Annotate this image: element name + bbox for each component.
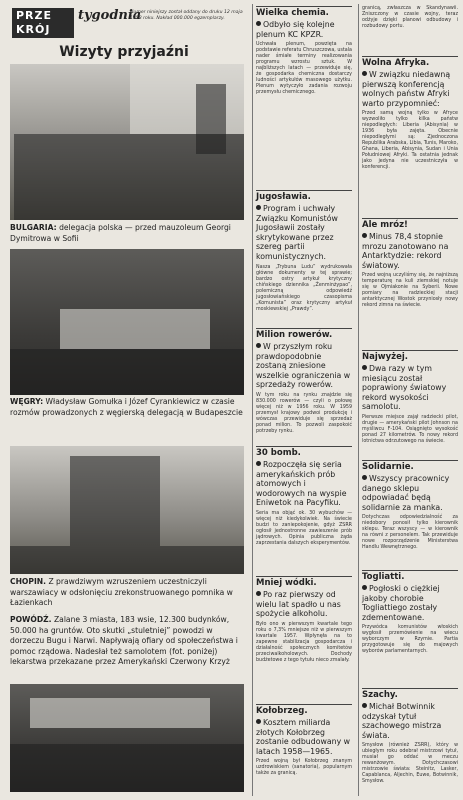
article-ale-mroz: Ale mróz! Minus 78,4 stopnie mrozu zanotowano na Antarktydzie: rekord światowy. Przed wojną uczyliśmy się, że najniższą temperaturę na kuli ziemskiej notuje się w Ojmiakonie na Syberii. Nowe pomiary na radzieckiej stacji antarktycznej Wostok przyniosły nowy rekord zimna na świecie. xyxy=(362,220,458,309)
article-mniej-wodki: Mniej wódki. Po raz pierwszy od wielu lat spadło u nas spożycie alkoholu. Było ono w pierwszym kwartale tego roku o 7,3% mniejsze niż w pierwszym kwartale 1957. Wpłynęła na to zapewne stabilizacja gospodarcza i działalność społecznych komitetów przeciwalkoholowych. Dochody budżetowe z tego tytułu nieco zmalały. xyxy=(256,578,352,663)
article-milion-rowerow: Milion rowerów. W przyszłym roku prawdopodobnie zostaną zniesione wszelkie ograniczenia w sprzedaży rowerów. W tym roku na rynku znajdzie się 830.000 rowerów — czyli o połowę więcej niż w 1956 roku. W 1959 przemysł krajowy podwoi produkcję i wówczas przewiduje się sprzedaż ponad milion. To pozwoli zaspokoić potrzeby rynku. xyxy=(256,330,352,434)
bullet-icon xyxy=(256,205,261,210)
caption-powodz: POWÓDŹ. Zalane 3 miasta, 183 wsie, 12.300 budynków, 50.000 ha gruntów. Oto skutki „stuletniej” powodzi w dorzeczu Bugu i Narwi. Napływają ofiary od społeczeństwa i pomoc rządowa. Nadesłał też samolotem (fot. poniżej) lekarstwa przekazane przez Amerykański Czerwony Krzyż xyxy=(10,615,238,666)
caption-bulgaria: BULGARIA: delegacja polska — przed mauzoleum Georgi Dymitrowa w Sofii xyxy=(10,223,231,243)
bullet-icon xyxy=(256,719,261,724)
photo-wegry xyxy=(10,249,244,395)
bullet-icon xyxy=(256,21,261,26)
masthead-word: tygodnia xyxy=(78,8,142,23)
article-kolobrzeg: Kołobrzeg. Kosztem miliarda złotych Kołobrzeg zostanie odbudowany w latach 1958—1965. Przed wojną był Kołobrzeg znanym uzdrowiskiem (sanatoria), popularnym także za granicą. xyxy=(256,706,352,777)
photo-bulgaria xyxy=(10,64,244,220)
article-wielka-chemia: Wielka chemia. Odbyło się kolejne plenum KC KPZR. Uchwała plenum, powzięta na podstawie referatu Chruszczowa, ustala nader śmiałe terminy realizowania programu wzrostu sztuk. W najbliższych latach — przewiduje się, że gospodarka chemiczna dostarczy ludności artykułów masowego użytku. Plenum wytyczyło zadania rozwoju przemysłu chemicznego. xyxy=(256,8,352,96)
article-wolna-afryka: Wolna Afryka. W związku niedawną pierwszą konferencją wolnych państw Afryki warto przypomnieć: Przed samą wojną tylko w Afryce wyzwoliło tylko kilka państw niepodległych: Liberia (Abisynia) w 1936 była zajęta. Obecnie niepodległymi są: Zjednoczona Republika Arabska, Libia, Tunis, Maroko, Ghana, Liberia, Abisynia, Sudan i Unia Południowej Afryki. Ta ostatnia jednak jako jedyna nie uczestniczyła w konferencji. xyxy=(362,58,458,171)
photo-chopin xyxy=(10,446,244,574)
masthead-logo: PRZE KRÓJ xyxy=(12,8,74,38)
article-najwyzej: Najwyżej. Dwa razy w tym miesiącu został poprawiony światowy rekord wysokości samolotu. Pierwsze miejsce zajął radziecki pilot, drugie — amerykański pilot Johnson na myśliwcu F-104. Osiągnięto wysokość ponad 27 kilometrów. To nowy rekord lotnictwa odrzutowego na świecie. xyxy=(362,352,458,444)
article-szachy: Szachy. Michał Botwinnik odzyskał tytuł szachowego mistrza świata. Smysłow (również ZSRR), który w ubiegłym roku odebrał mistrzowi tytuł, musiał go oddać w meczu rewanżowym. Dotychczasowi mistrzowie świata: Steinitz, Lasker, Capablanca, Aljechin, Euwe, Botwinnik, Smysłow. xyxy=(362,690,458,785)
bullet-icon xyxy=(256,591,261,596)
article-togliatti: Togliatti. Pogłoski o ciężkiej jakoby chorobie Togliattiego zostały zdementowane. Przywódca komunistów włoskich wygłosił przemówienie na wiecu wyborczym w Rzymie. Partia przygotowuje się do majowych wyborów parlamentarnych. xyxy=(362,572,458,655)
bullet-icon xyxy=(256,343,261,348)
caption-chopin: CHOPIN. Z prawdziwym wzruszeniem uczestniczyli warszawiacy w odsłonięciu zrekonstruowanego pomnika w Łazienkach xyxy=(10,577,233,607)
bullet-icon xyxy=(256,461,261,466)
photo-column xyxy=(4,4,248,796)
article-jugoslawia: Jugosławia. Program i uchwały Związku Komunistów Jugosławii zostały skrytykowane przez szereg partii komunistycznych. Nasza „Trybuna Ludu” wydrukowała główne dokumenty w tej sprawie; bardzo ostry artykuł krytyczny chińskiego dziennika „Żenminżypao”, polemiczną odpowiedź jugosłowiańskiego czasopisma „Komunista” oraz krytyczny artykuł moskiewskiej „Prawdy”. xyxy=(256,192,352,312)
article-kolobrzeg-continued: granicą, zwłaszcza w Skandynawii. Zniszczony w czasie wojny, teraz odżyje dzięki planowi odbudowy i rozbudowy portu. xyxy=(362,6,458,29)
bullet-icon xyxy=(362,585,367,590)
bullet-icon xyxy=(362,365,367,370)
news-column-right xyxy=(358,4,459,796)
section-title: Wizyty przyjaźni xyxy=(59,44,189,60)
issue-note: Numer niniejszy został oddany do druku 12 maja 1958 roku. Nakład 000.000 egzemplarzy. xyxy=(130,10,243,21)
caption-wegry: WĘGRY: Władysław Gomułka i Józef Cyrankiewicz w czasie rozmów prowadzonych z węgierską delegacją w Budapeszcie xyxy=(10,397,243,417)
bullet-icon xyxy=(362,475,367,480)
bullet-icon xyxy=(362,233,367,238)
bullet-icon xyxy=(362,71,367,76)
bullet-icon xyxy=(362,703,367,708)
article-30-bomb: 30 bomb. Rozpoczęła się seria amerykańskich prób atomowych i wodorowych na wyspie Eniwetok na Pacyfiku. Seria ma objąć ok. 30 wybuchów — więcej niż kiedykolwiek. Na świecie budzi to zaniepokojenie, gdyż ZSRR ogłosił jednostronne zawieszenie prób jądrowych. Opinia publiczna żąda zaprzestania dalszych eksperymentów. xyxy=(256,448,352,546)
masthead xyxy=(12,8,244,44)
newspaper-page xyxy=(4,4,459,796)
photo-aircraft xyxy=(10,684,244,792)
news-column-middle xyxy=(252,4,354,796)
article-solidarnie: Solidarnie. Wszyscy pracownicy danego sklepu odpowiadać będą solidarnie za manka. Dotychczas odpowiedzialność za niedobory ponosił tylko kierownik sklepu. Teraz wszyscy — w kierownik na równi z personelem. Tak przewiduje nowe rozporządzenie Ministerstwa Handlu Wewnętrznego. xyxy=(362,462,458,551)
